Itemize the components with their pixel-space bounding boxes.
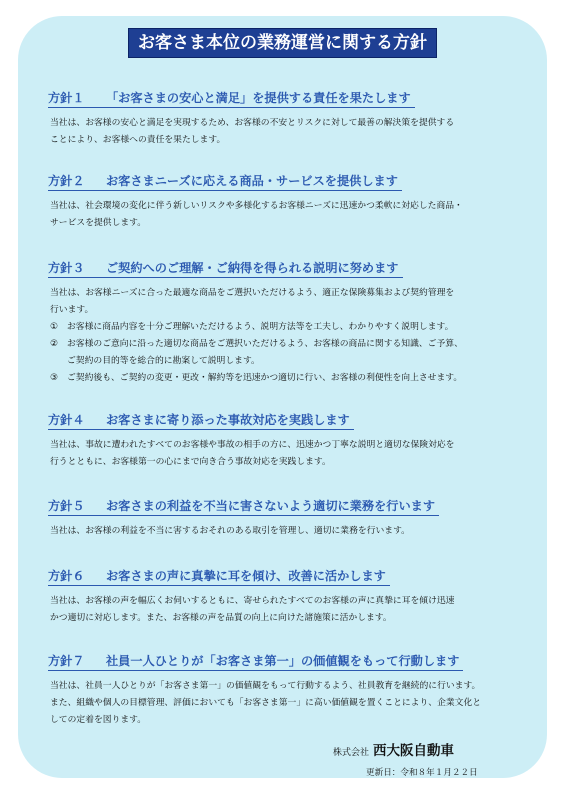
- policy-heading: [48, 411, 354, 430]
- policy-heading: [48, 89, 415, 108]
- policy-text-line: 行います。: [50, 305, 94, 315]
- list-item-text: [67, 336, 463, 370]
- policy-number: 方針１: [48, 91, 85, 105]
- list-item-line: お客様に商品内容を十分ご理解いただけるよう、説明方法等を工夫し、わかりやすく説明します。: [67, 322, 454, 332]
- policy-heading-text: 「お客さまの安心と満足」を提供する責任を果たします: [106, 91, 411, 105]
- policy-text-line: 当社は、事故に遭われたすべてのお客様や事故の相手の方に、迅速かつ丁寧な説明と適切な保険対応を: [50, 440, 455, 450]
- policy-heading-text: お客さまに寄り添った事故対応を実践します: [106, 413, 350, 427]
- list-marker: ①: [50, 322, 58, 332]
- company-prefix: 株式会社: [333, 748, 370, 758]
- policy-list-item: [50, 336, 528, 370]
- policy-body: [48, 523, 528, 540]
- policy-heading-text: お客さまの利益を不当に害さないよう適切に業務を行います: [106, 499, 436, 513]
- list-item-line: お客様のご意向に沿った適切な商品をご選択いただけるよう、お客様の商品に関する知識、ご予算、: [67, 339, 463, 349]
- policy-heading: [48, 172, 402, 191]
- policy-number: 方針５: [48, 499, 85, 513]
- list-marker: ②: [50, 339, 58, 349]
- policy-section-5: [48, 495, 528, 540]
- page-title: お客さま本位の業務運営に関する方針: [128, 28, 437, 58]
- policy-section-3: [48, 257, 528, 387]
- policy-body: [48, 285, 528, 387]
- policy-section-6: [48, 565, 528, 627]
- policy-heading-text: お客さまの声に真摯に耳を傾け、改善に活かします: [106, 569, 386, 583]
- list-marker: ③: [50, 373, 58, 383]
- policy-section-1: [48, 87, 528, 149]
- policy-heading: [48, 652, 463, 671]
- policy-list-item: [50, 319, 528, 336]
- policy-text-line: 当社は、社会環境の変化に伴う新しいリスクや多様化するお客様ニーズに迅速かつ柔軟に対応した商品・: [50, 201, 463, 211]
- policy-heading-text: 社員一人ひとりが「お客さま第一」の価値観をもって行動します: [106, 654, 460, 668]
- policy-number: 方針３: [48, 261, 85, 275]
- company-name: [333, 739, 454, 759]
- policy-body: [48, 678, 528, 729]
- policy-text-line: 当社は、お客様の声を幅広くお伺いするともに、寄せられたすべてのお客様の声に真摯に耳を傾け迅速: [50, 596, 455, 606]
- title-wrap: [0, 28, 565, 58]
- policy-number: 方針４: [48, 413, 85, 427]
- policy-body: [48, 437, 528, 471]
- policy-text-line: 当社は、社員一人ひとりが「お客さま第一」の価値観をもって行動するよう、社員教育を継続的に行います。: [50, 681, 481, 691]
- policy-text-line: 当社は、お客様ニーズに合った最適な商品をご選択いただけるよう、適正な保険募集および契約管理を: [50, 288, 455, 298]
- updated-date: 更新日：令和８年１月２２日: [366, 768, 478, 778]
- policy-section-7: [48, 650, 528, 729]
- list-item-text: [67, 370, 462, 387]
- policy-text-line: 当社は、お客様の安心と満足を実現するため、お客様の不安とリスクに対して最善の解決策を提供する: [50, 118, 455, 128]
- policy-text-line: かつ適切に対応します。また、お客様の声を品質の向上に向けた諸施策に活かします。: [50, 613, 392, 623]
- policy-text-line: ことにより、お客様への責任を果たします。: [50, 135, 226, 145]
- policy-heading-text: ご契約へのご理解・ご納得を得られる説明に努めます: [106, 261, 399, 275]
- policy-body: [48, 115, 528, 149]
- policy-text-line: 行うとともに、お客様第一の心にまで向き合う事故対応を実践します。: [50, 457, 331, 467]
- policy-heading: [48, 259, 403, 278]
- policy-number: 方針２: [48, 174, 85, 188]
- list-item-text: [67, 319, 453, 336]
- policy-text-line: しての定着を図ります。: [50, 715, 147, 725]
- policy-body: [48, 198, 528, 232]
- list-item-line: ご契約後も、ご契約の変更・更改・解約等を迅速かつ適切に行い、お客様の利便性を向上させます。: [67, 373, 463, 383]
- policy-list-item: [50, 370, 528, 387]
- policy-body: [48, 593, 528, 627]
- policy-heading-text: お客さまニーズに応える商品・サービスを提供します: [106, 174, 398, 188]
- policy-heading: [48, 567, 390, 586]
- policy-text-line: サービスを提供します。: [50, 218, 147, 228]
- list-item-line: ご契約の目的等を総合的に勘案して説明します。: [67, 356, 260, 366]
- policy-section-4: [48, 409, 528, 471]
- policy-number: 方針６: [48, 569, 85, 583]
- policy-heading: [48, 497, 439, 516]
- company-title: 西大阪自動車: [373, 743, 455, 759]
- policy-text-line: 当社は、お客様の利益を不当に害するおそれのある取引を管理し、適切に業務を行います。: [50, 526, 410, 536]
- policy-text-line: また、組織や個人の目標管理、評価においても「お客さま第一」に高い価値観を置くことにより、企業文化と: [50, 698, 482, 708]
- policy-section-2: [48, 170, 528, 232]
- policy-number: 方針７: [48, 654, 85, 668]
